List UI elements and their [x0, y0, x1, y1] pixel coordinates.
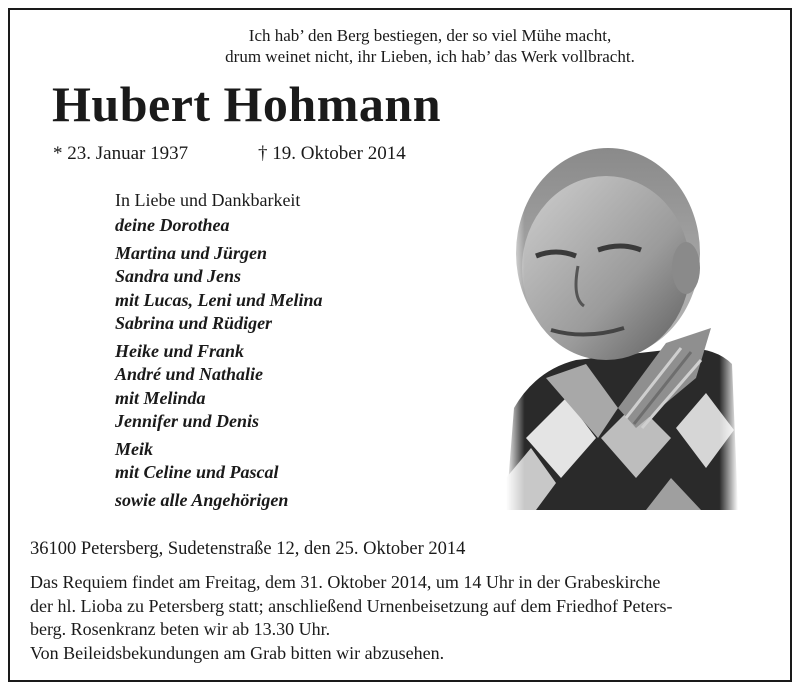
portrait-photo-icon — [506, 138, 738, 510]
notice-line: der hl. Lioba zu Petersberg statt; anschließend Urnenbeisetzung auf dem Friedhof Peters- — [30, 595, 673, 616]
service-notice — [30, 571, 774, 665]
mourner-line: sowie alle Angehörigen — [115, 489, 289, 510]
poem-line: drum weinet nicht, ihr Lieben, ich hab’ das Werk vollbracht. — [225, 47, 635, 66]
mourner-line: André und Nathalie — [115, 364, 264, 384]
poem-line: Ich hab’ den Berg bestiegen, der so viel Mühe macht, — [248, 26, 612, 45]
birth-date: * 23. Januar 1937 — [53, 143, 189, 164]
notice-line: Von Beileidsbekundungen am Grab bitten wir abzusehen. — [30, 642, 445, 663]
notice-line: Das Requiem findet am Freitag, dem 31. Oktober 2014, um 14 Uhr in der Grabeskirche — [30, 572, 661, 592]
deceased-name: Hubert Hohmann — [52, 76, 442, 132]
mourner-line: Meik — [115, 438, 153, 459]
mourner-line: Sabrina und Rüdiger — [115, 313, 273, 333]
family-address: 36100 Petersberg, Sudetenstraße 12, den 25. Oktober 2014 — [30, 539, 466, 559]
dedication-intro: In Liebe und Dankbarkeit — [115, 190, 301, 210]
mourner-line: Heike und Frank — [115, 340, 245, 361]
mourner-line: deine Dorothea — [115, 215, 230, 235]
notice-line: berg. Rosenkranz beten wir ab 13.30 Uhr. — [30, 619, 331, 639]
death-date: † 19. Oktober 2014 — [258, 143, 406, 164]
mourner-line: mit Melinda — [115, 387, 206, 408]
mourner-line: Martina und Jürgen — [115, 242, 268, 263]
mourner-line: Jennifer und Denis — [115, 411, 260, 431]
mourner-line: Sandra und Jens — [115, 266, 242, 286]
portrait-photo — [506, 138, 738, 510]
memorial-poem — [150, 25, 710, 67]
mourner-line: mit Lucas, Leni und Melina — [115, 289, 323, 310]
mourner-line: mit Celine und Pascal — [115, 462, 279, 482]
mourners-list — [115, 214, 323, 512]
